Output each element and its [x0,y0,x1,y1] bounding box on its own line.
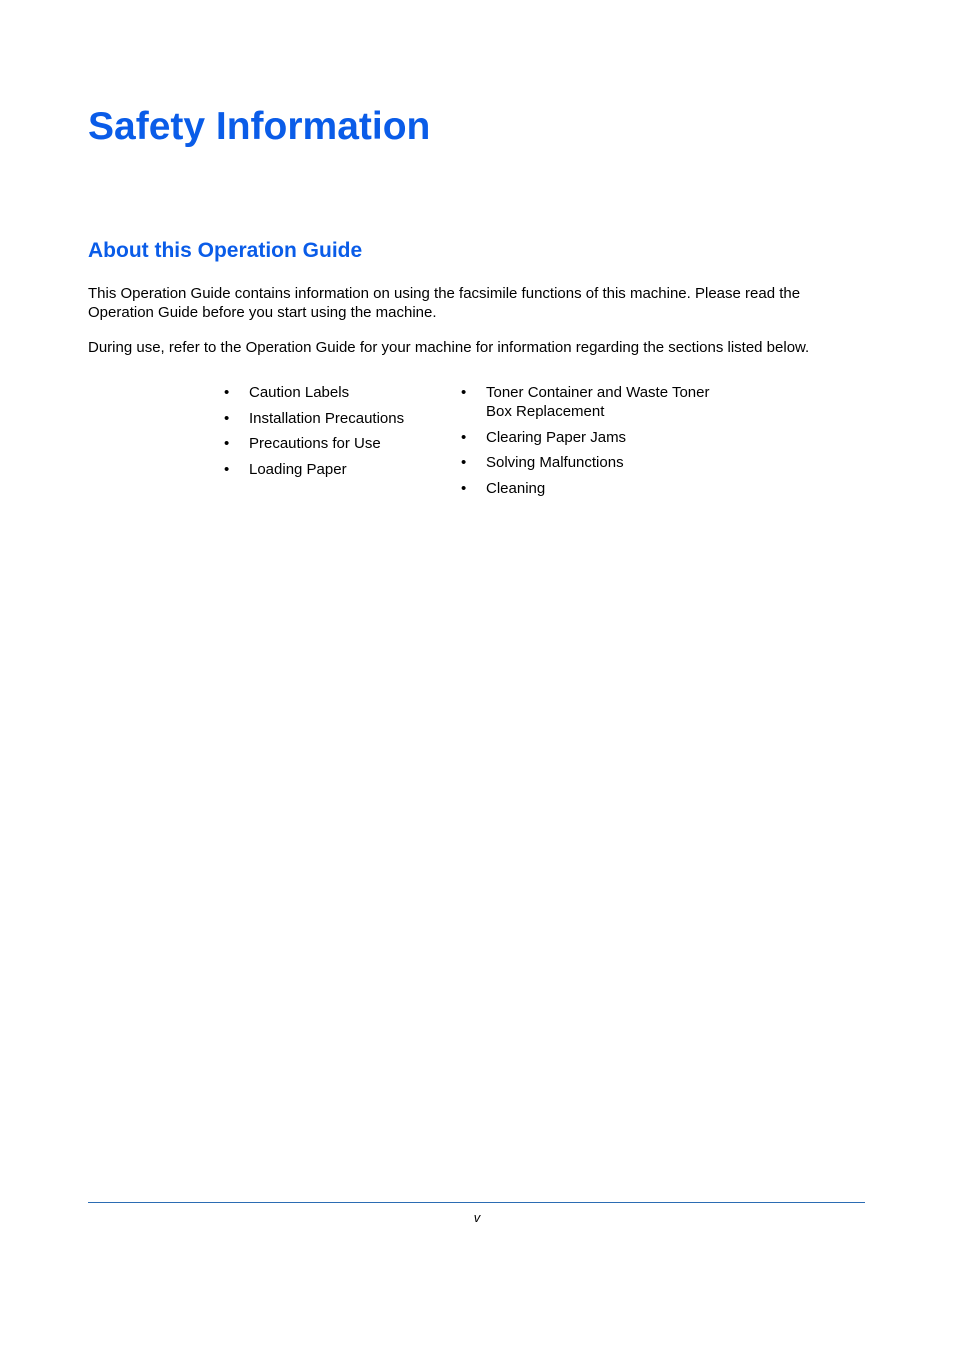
footer-divider [88,1202,865,1203]
usage-paragraph: During use, refer to the Operation Guide for your machine for information regarding the sections listed below. [88,339,810,356]
list-item [224,409,449,428]
list-item [461,428,731,447]
list-item [461,383,731,421]
list-item-label: Installation Precautions [249,409,405,427]
list-item-label: Cleaning [486,479,546,497]
bullet: • [224,460,230,478]
section-title: About this Operation Guide [88,239,363,262]
bullet: • [461,428,467,446]
sections-list-right [461,383,731,504]
list-item-label: Solving Malfunctions [486,454,624,471]
sections-list-left [224,383,449,485]
list-item-label: Precautions for Use [249,435,381,452]
bullet: • [461,479,467,497]
page-number: v [473,1210,481,1225]
list-item [224,460,449,479]
list-item [224,383,449,402]
intro-paragraph: This Operation Guide contains information on using the facsimile functions of this machine. Please read the Operation Guide before you start using the machine. [88,285,801,321]
list-item-label: Caution Labels [249,384,350,401]
bullet: • [461,384,467,401]
bullet: • [224,384,230,401]
bullet: • [461,454,467,471]
list-item-label: Loading Paper [249,460,347,478]
bullet: • [224,409,230,427]
list-item [461,479,731,498]
list-item [461,453,731,472]
page-title: Safety Information [88,105,431,148]
list-item [224,434,449,453]
list-item-label: Toner Container and Waste Toner Box Replacement [486,384,710,420]
list-item-label: Clearing Paper Jams [486,428,627,446]
bullet: • [224,435,230,452]
